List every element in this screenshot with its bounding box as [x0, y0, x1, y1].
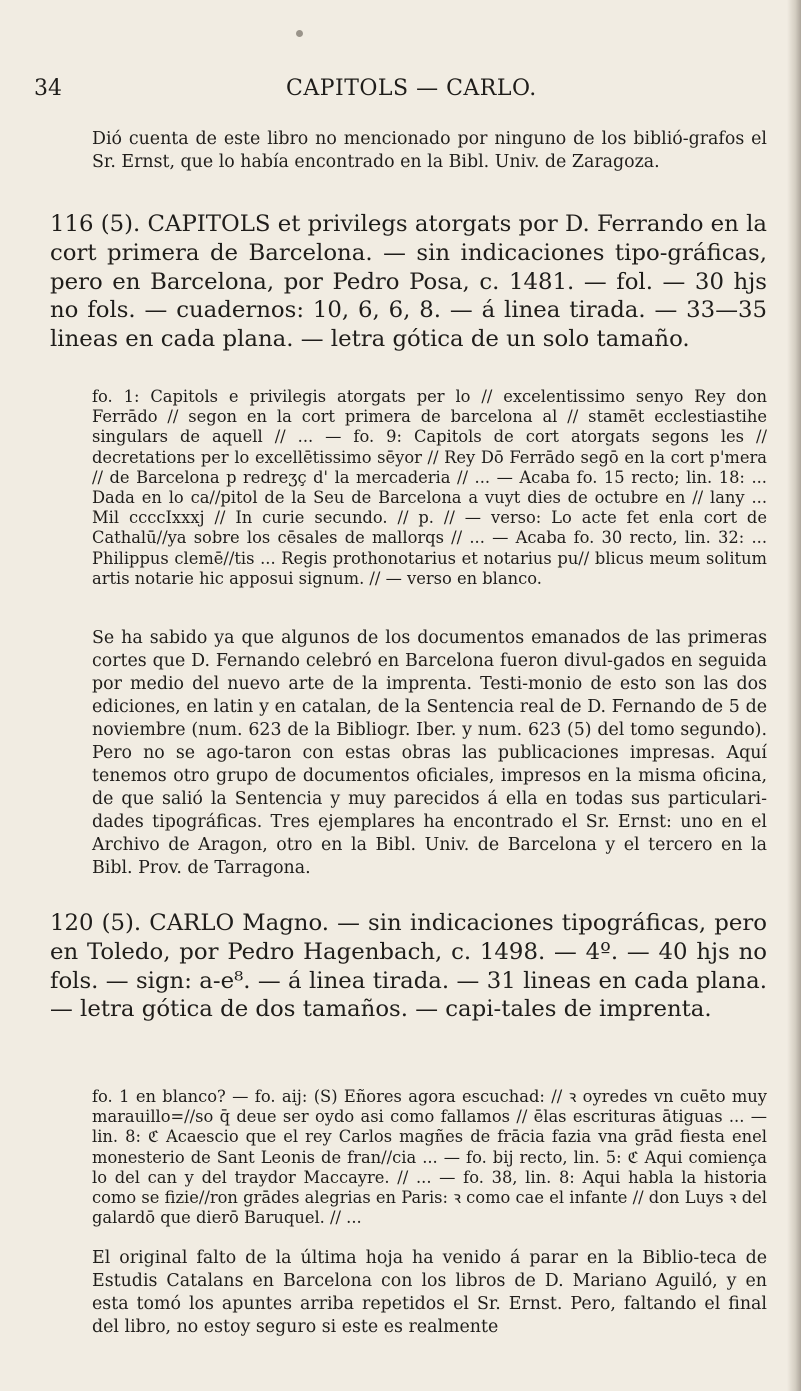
page-number: 34	[34, 76, 62, 101]
entry-description-116: fo. 1: Capitols e privilegis atorgats per lo // excelentissimo senyo Rey don Ferrādo // segon en la cort primera de barcelona al // stamēt ecclestiastihe singulars de aquell // ... — fo. 9: Capitols de cort atorgats segons les // decretations per lo excellētissimo sēyor // Rey Dō Ferrādo segō en la cort p'mera // de Barcelona p redreʒç d' la mercaderia // ... — Acaba fo. 15 recto; lin. 18: ... Dada en lo ca//pitol de la Seu de Barcelona a vuyt dies de octubre en // lany ... Mil ccccIxxxj // In curie secundo. // p. // — verso: Lo acte fet enla cort de Cathalū//ya sobre los cēsales de mallorqs // ... — Acaba fo. 30 recto, lin. 32: ... Philippus clemē//tis ... Regis prothonotarius et notarius pu// blicus meum solitum artis notarie hic apposui signum. // — verso en blanco.	[92, 387, 767, 588]
running-title: CAPITOLS — CARLO.	[286, 76, 537, 101]
entry-commentary-120: El original falto de la última hoja ha venido á parar en la Biblio-teca de Estudis Catalans en Barcelona con los libros de D. Mariano Aguiló, y en esta tomó los apuntes arriba repetidos el Sr. Ernst. Pero, faltando el final del libro, no estoy seguro si este es realmente	[92, 1248, 767, 1337]
page-edge-shadow	[787, 0, 801, 1391]
entry-description-120: fo. 1 en blanco? — fo. aij: (S) Eñores agora escuchad: // ꝛ oyredes vn cuēto muy marauillo=//so q̄ deue ser oydo asi como fallamos // ēlas escrituras ātiguas ... — lin. 8: ℭ Acaescio que el rey Carlos magñes de frācia fazia vna grād fiesta enel monesterio de Sant Leonis de fran//cia ... — fo. bij recto, lin. 5: ℭ Aqui comiença lo del can y del traydor Maccayre. // ... — fo. 38, lin. 8: Aqui habla la historia como se fizie//ron grādes alegrias en Paris: ꝛ como cae el infante // don Luys ꝛ del galardō que dierō Baruquel. // ...	[92, 1087, 767, 1228]
entry-commentary-116: Se ha sabido ya que algunos de los documentos emanados de las primeras cortes que D. Fernando celebró en Barcelona fueron divul-gados en seguida por medio del nuevo arte de la imprenta. Testi-monio de esto son las dos ediciones, en latin y en catalan, de la Sentencia real de D. Fernando de 5 de noviembre (num. 623 de la Bibliogr. Iber. y num. 623 (5) del tomo segundo). Pero no se ago-taron con estas obras las publicaciones impresas. Aquí tenemos otro grupo de documentos oficiales, impresos en la misma oficina, de que salió la Sentencia y muy parecidos á ella en todas sus particulari-dades tipográficas. Tres ejemplares ha encontrado el Sr. Ernst: uno en el Archivo de Aragon, otro en la Bibl. Univ. de Barcelona y el tercero en la Bibl. Prov. de Tarragona.	[92, 628, 767, 878]
ink-speck	[296, 30, 303, 37]
entry-heading-120: 120 (5). CARLO Magno. — sin indicaciones tipográficas, pero en Toledo, por Pedro Hagenbach, c. 1498. — 4º. — 40 hjs no fols. — sign: a-e⁸. — á linea tirada. — 31 lineas en cada plana. — letra gótica de dos tamaños. — capi-tales de imprenta.	[50, 910, 767, 1023]
entry-heading-116: 116 (5). CAPITOLS et privilegs atorgats por D. Ferrando en la cort primera de Barcelona. — sin indicaciones tipo-gráficas, pero en Barcelona, por Pedro Posa, c. 1481. — fol. — 30 hjs no fols. — cuadernos: 10, 6, 6, 8. — á linea tirada. — 33—35 lineas en cada plana. — letra gótica de un solo tamaño.	[50, 211, 767, 353]
running-head	[34, 76, 771, 106]
intro-paragraph: Dió cuenta de este libro no mencionado por ninguno de los biblió-grafos el Sr. Ernst, que lo había encontrado en la Bibl. Univ. de Zaragoza.	[92, 129, 767, 172]
